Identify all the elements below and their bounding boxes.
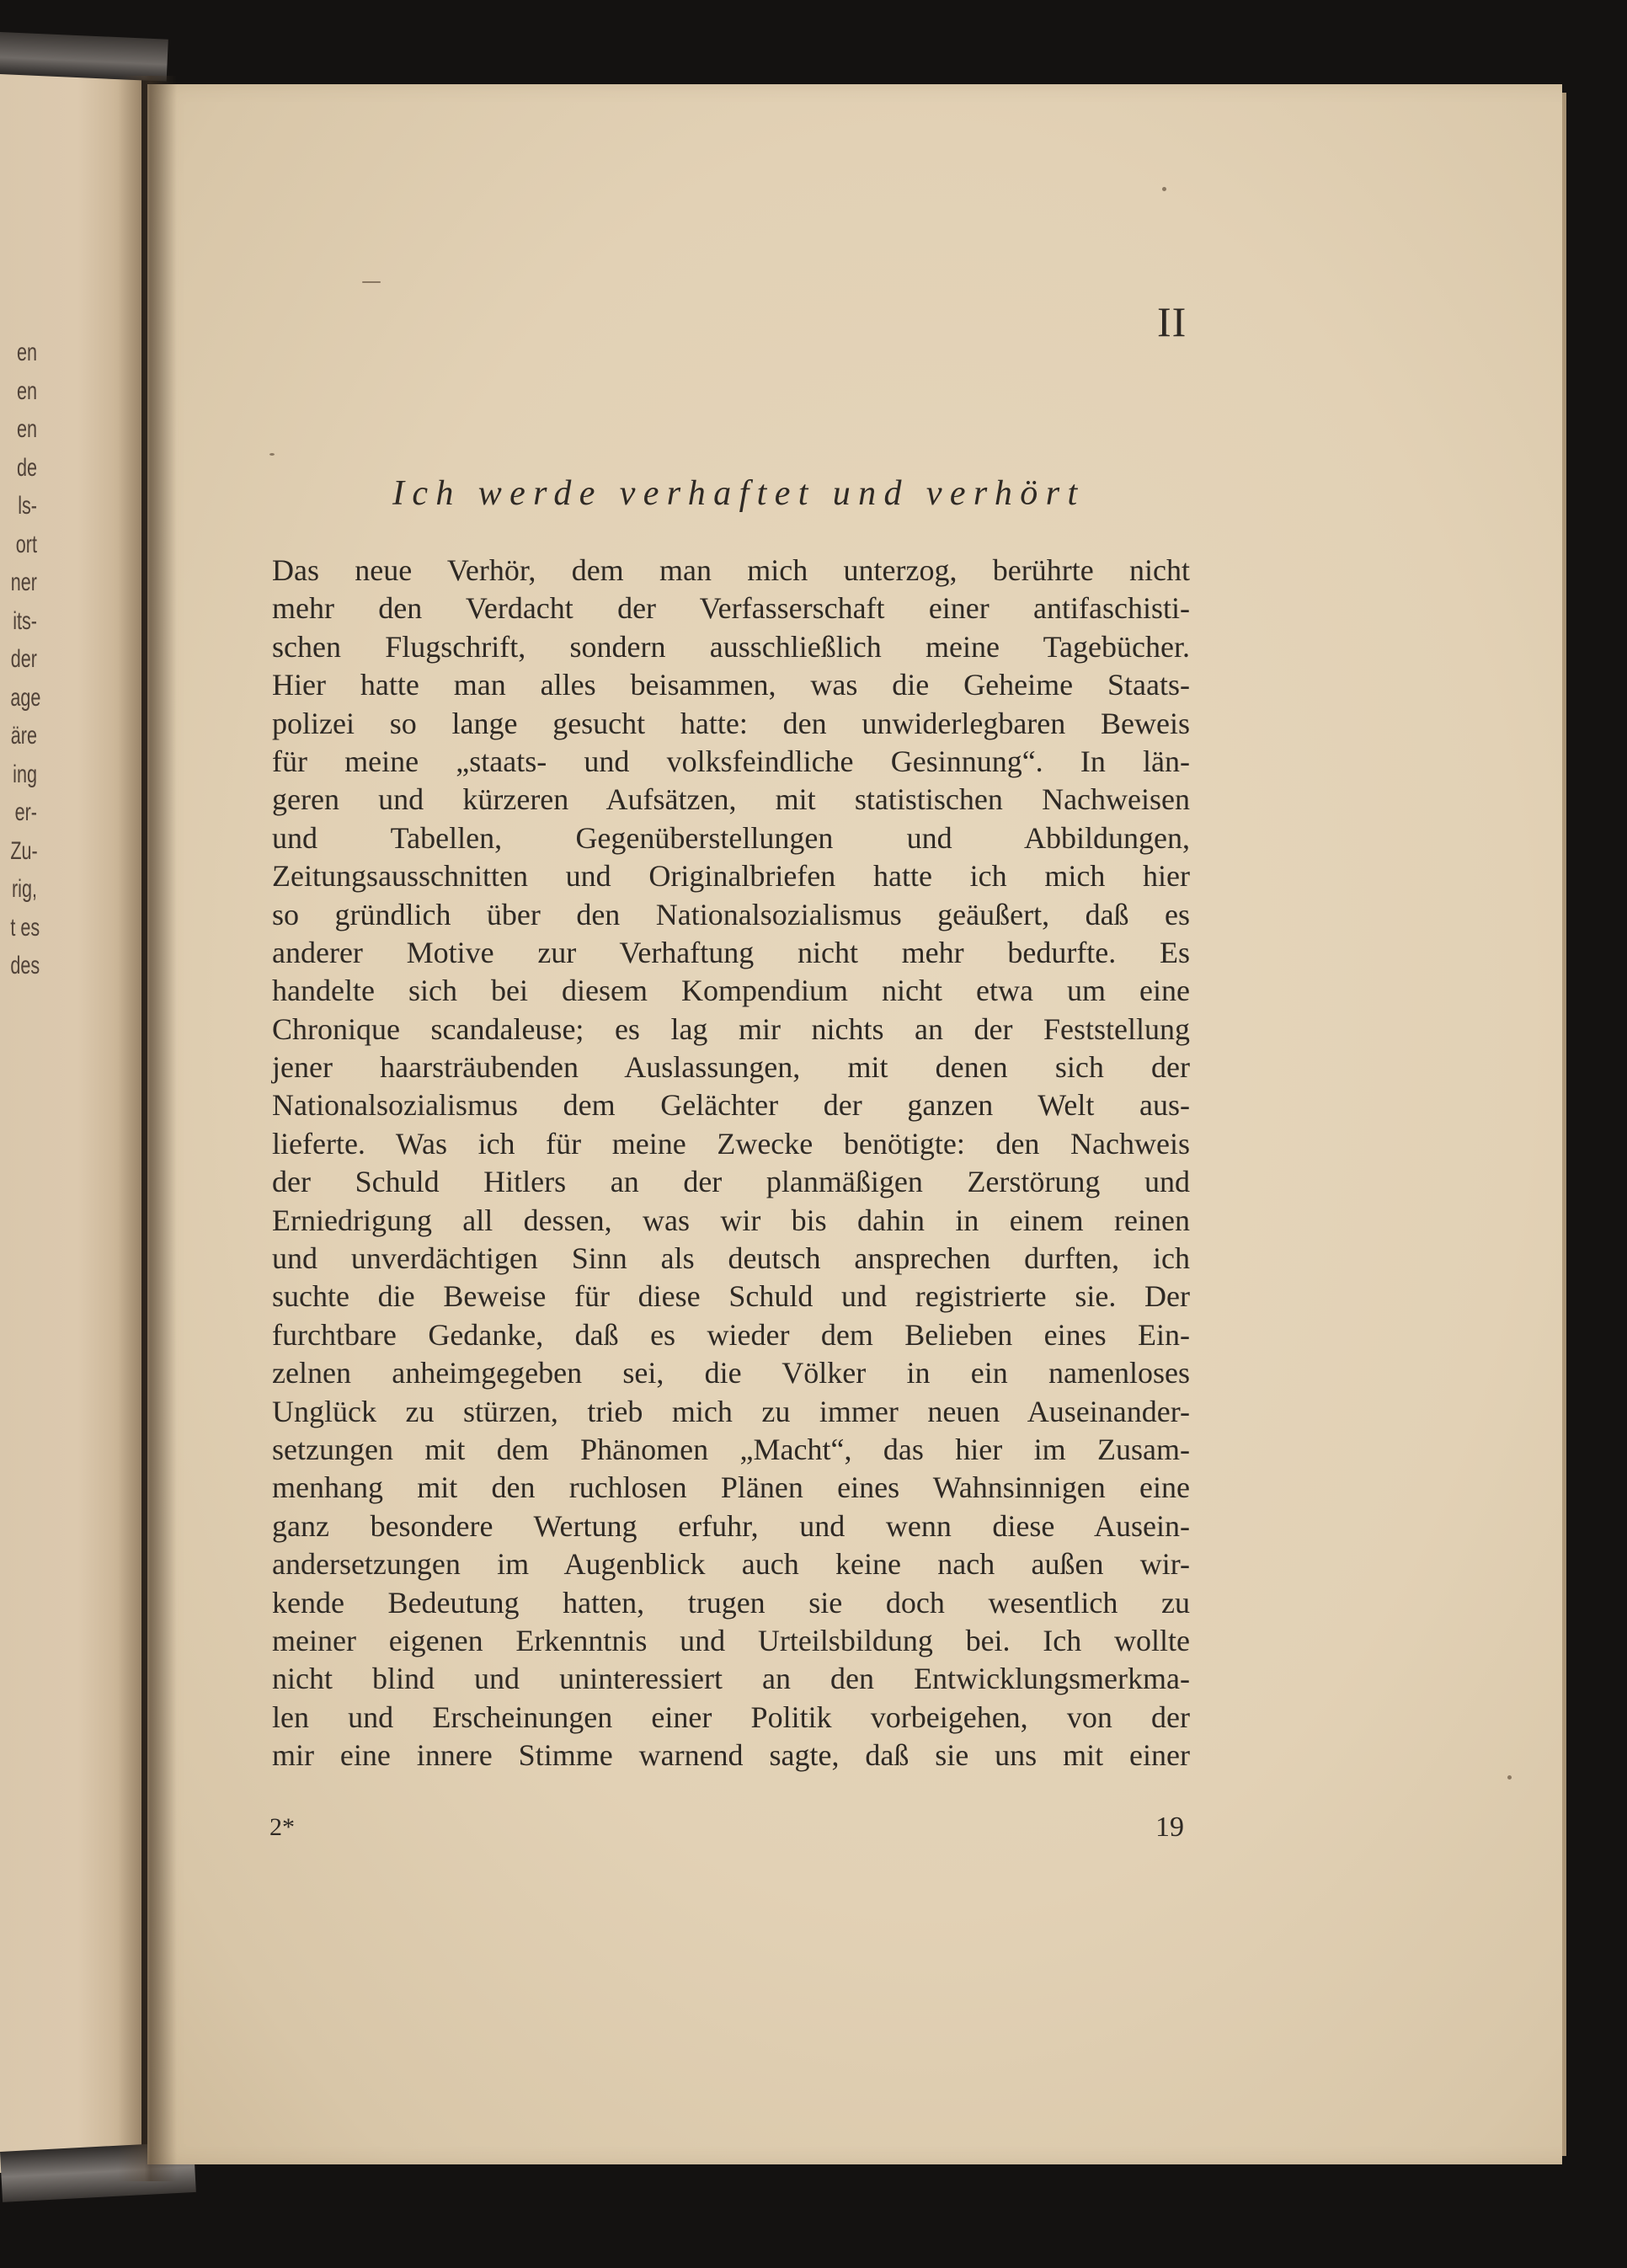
paper-speck: [362, 281, 381, 283]
text-line: polizei so lange gesucht hatte: den unwiderlegbaren Beweis: [272, 706, 1190, 740]
text-line: meiner eigenen Erkenntnis und Urteilsbildung bei. Ich wollte: [272, 1623, 1190, 1657]
left-page-fragment: age: [10, 683, 41, 712]
text-line: Unglück zu stürzen, trieb mich zu immer neuen Auseinander-: [272, 1394, 1190, 1428]
left-page-fragment: t es: [10, 913, 40, 942]
left-page-fragment: ls-: [18, 492, 37, 520]
left-page-fragment: er-: [14, 798, 37, 826]
book-gutter: [118, 76, 177, 2181]
left-page-fragment: des: [10, 952, 40, 979]
text-line: schen Flugschrift, sondern ausschließlich meine Tagebücher.: [272, 629, 1190, 664]
text-line: Das neue Verhör, dem man mich unterzog, berührte nicht: [272, 553, 1190, 587]
text-line: jener haarsträubenden Auslassungen, mit denen sich der: [272, 1050, 1190, 1085]
chapter-number: II: [1157, 298, 1187, 345]
text-line: lieferte. Was ich für meine Zwecke benötigte: den Nachweis: [272, 1126, 1190, 1161]
left-page-fragment: ing: [13, 760, 37, 788]
text-line: furchtbare Gedanke, daß es wieder dem Belieben eines Ein-: [272, 1317, 1190, 1352]
paper-speck: [1507, 1775, 1512, 1780]
left-page-fragment: en: [16, 339, 37, 366]
signature-mark: 2*: [269, 1813, 295, 1841]
left-page-fragment: en: [16, 376, 37, 405]
body-text: [272, 552, 1190, 1775]
text-line: und Tabellen, Gegenüberstellungen und Abbildungen,: [272, 820, 1190, 855]
text-line: len und Erscheinungen einer Politik vorbeigehen, von der: [272, 1700, 1190, 1734]
text-line: kende Bedeutung hatten, trugen sie doch wesentlich zu: [272, 1585, 1190, 1620]
text-line: Erniedrigung all dessen, was wir bis dahin in einem reinen: [272, 1203, 1190, 1237]
text-line: Chronique scandaleuse; es lag mir nichts an der Feststellung: [272, 1011, 1190, 1046]
text-line: menhang mit den ruchlosen Plänen eines Wahnsinnigen eine: [272, 1470, 1190, 1505]
text-line: Zeitungsausschnitten und Originalbriefen hatte ich mich hier: [272, 859, 1190, 894]
text-line: nicht blind und uninteressiert an den Entwicklungsmerkma-: [272, 1662, 1190, 1696]
left-page-fragment: ner: [10, 568, 37, 596]
text-line: zelnen anheimgegeben sei, die Völker in ein namenloses: [272, 1356, 1190, 1390]
text-line: Hier hatte man alles beisammen, was die Geheime Staats-: [272, 668, 1190, 702]
paper-speck: [269, 453, 275, 456]
left-page-text-fragments: [0, 334, 41, 985]
left-cover-edge-top: [0, 32, 168, 82]
paper-speck: [1162, 187, 1166, 191]
text-line: mehr den Verdacht der Verfasserschaft einer antifaschisti-: [272, 591, 1190, 626]
text-line: für meine „staats- und volksfeindliche Gesinnung“. In län-: [272, 744, 1190, 778]
text-line: und unverdächtigen Sinn als deutsch ansprechen durften, ich: [272, 1241, 1190, 1276]
chapter-title: Ich werde verhaftet und verhört: [392, 474, 1086, 513]
text-line: andersetzungen im Augenblick auch keine nach außen wir-: [272, 1547, 1190, 1582]
left-page-fragment: äre: [10, 722, 37, 750]
left-page-fragment: Zu-: [10, 836, 38, 865]
page-number: 19: [1155, 1812, 1184, 1843]
text-line: handelte sich bei diesem Kompendium nicht etwa um eine: [272, 974, 1190, 1008]
left-page-fragment: rig,: [11, 875, 37, 903]
text-line: geren und kürzeren Aufsätzen, mit statistischen Nachweisen: [272, 782, 1190, 817]
text-line: setzungen mit dem Phänomen „Macht“, das hier im Zusam-: [272, 1432, 1190, 1466]
left-page-fragment: en: [16, 415, 37, 443]
text-line: anderer Motive zur Verhaftung nicht mehr bedurfte. Es: [272, 935, 1190, 969]
text-line: mir eine innere Stimme warnend sagte, daß sie uns mit einer: [272, 1738, 1190, 1773]
text-line: der Schuld Hitlers an der planmäßigen Zerstörung und: [272, 1165, 1190, 1199]
text-line: so gründlich über den Nationalsozialismus geäußert, daß es: [272, 897, 1190, 931]
left-page-fragment: der: [10, 645, 37, 673]
text-line: ganz besondere Wertung erfuhr, und wenn diese Ausein-: [272, 1508, 1190, 1543]
text-line: Nationalsozialismus dem Gelächter der ganzen Welt aus-: [272, 1088, 1190, 1123]
left-page-fragment: ort: [15, 530, 37, 558]
left-page-fragment: its-: [13, 606, 37, 635]
left-page-fragment: de: [16, 453, 37, 482]
text-line: suchte die Beweise für diese Schuld und registrierte sie. Der: [272, 1279, 1190, 1314]
